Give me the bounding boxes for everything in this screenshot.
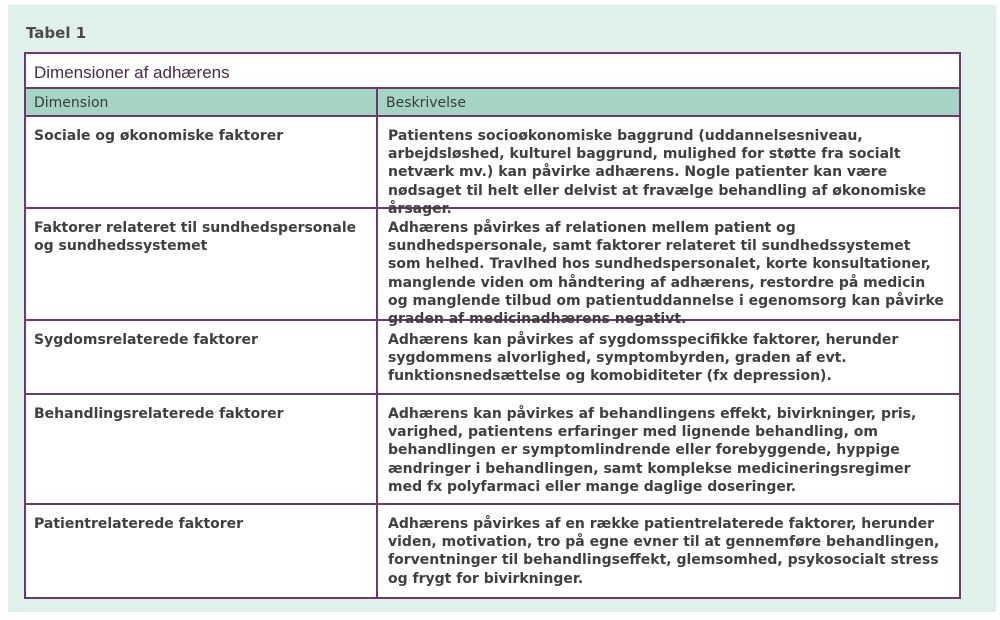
dimension-cell: Sociale og økonomiske faktorer xyxy=(26,117,378,207)
table-row xyxy=(26,321,959,395)
table-row xyxy=(26,395,959,505)
description-cell: Adhærens påvirkes af relationen mellem patient og sundhedspersonale, samt faktorer relateret til sundhedssystemet som helhed. Travlhed hos sundhedspersonalet, korte konsultationer, manglende viden om håndtering af adhærens, restordre på medicin og manglende tilbud om patientuddannelse i egenomsorg kan påvirke graden af medicinadhærens negativt. xyxy=(388,220,944,328)
description-cell: Patientens socioøkonomiske baggrund (uddannelsesniveau, arbejdsløshed, kulturel baggrund, mulighed for støtte fra socialt netværk mv.) kan påvirke adhærens. Nogle patienter kan være nødsaget til helt eller delvist at fravælge behandling af økonomiske årsager. xyxy=(388,128,927,217)
table-row xyxy=(26,209,959,328)
table-title: Dimensioner af adhærens xyxy=(26,54,959,89)
table-header-row xyxy=(26,89,959,117)
header-description: Beskrivelse xyxy=(386,95,466,111)
description-cell: Adhærens påvirkes af en række patientrelaterede faktorer, herunder viden, motivation, tro på egne evner til at gennemføre behandlingen, forventninger til behandlingseffekt, glemsomhed, psykosocialt stress og frygt for bivirkninger. xyxy=(388,516,940,587)
table-row xyxy=(26,505,959,597)
dimension-cell: Patientrelaterede faktorer xyxy=(26,505,378,597)
table-caption: Tabel 1 xyxy=(26,24,87,42)
description-cell: Adhærens kan påvirkes af sygdomsspecifikke faktorer, herunder sygdommens alvorlighed, symptombyrden, graden af evt. funktionsnedsættelse og komobiditeter (fx depression). xyxy=(388,332,899,385)
description-cell: Adhærens kan påvirkes af behandlingens effekt, bivirkninger, pris, varighed, patientens erfaringer med lignende behandling, om behandlingen er symptomlindrende eller forebyggende, hyppige ændringer i behandlingen, samt komplekse medicineringsregimer med fx polyfarmaci eller mange daglige doseringer. xyxy=(388,406,917,495)
adherence-table xyxy=(24,52,961,599)
dimension-cell: Sygdomsrelaterede faktorer xyxy=(26,321,378,393)
dimension-cell: Behandlingsrelaterede faktorer xyxy=(26,395,378,503)
dimension-cell: Faktorer relateret til sundhedspersonale og sundhedssystemet xyxy=(26,209,378,319)
header-dimension: Dimension xyxy=(26,89,378,115)
table-row xyxy=(26,117,959,217)
